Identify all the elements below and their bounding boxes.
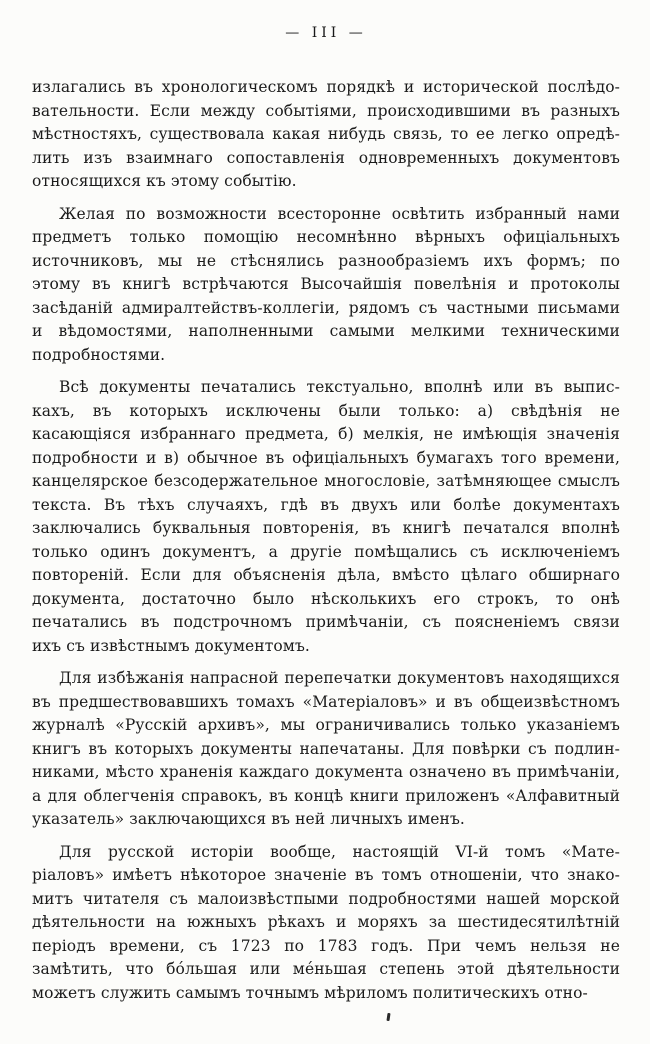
text-line: Для избѣжанія напрасной перепечатки документовъ находящихся <box>59 669 620 687</box>
text-line: можетъ служить самымъ точнымъ мѣриломъ политическихъ отно- <box>32 983 588 1002</box>
text-line: касающіяся избраннаго предмета, б) мелкія, не имѣющія значенія <box>32 425 620 443</box>
text-line: мѣстностяхъ, существовала какая нибудь связь, то ее легко опредѣ- <box>32 125 620 143</box>
text-line: Для русской исторіи вообще, настоящій VI-й томъ «Мате- <box>59 842 620 861</box>
text-line: книгъ въ которыхъ документы напечатаны. Для повѣрки съ подлин- <box>32 739 620 758</box>
text-line: въ предшествовавшихъ томахъ «Матеріаловъ» и въ общеизвѣстномъ <box>32 692 620 711</box>
text-line: печатались въ подстрочномъ примѣчаніи, съ поясненіемъ связи <box>32 613 620 631</box>
text-line: текста. Въ тѣхъ случаяхъ, гдѣ въ двухъ или болѣе документахъ <box>32 495 620 514</box>
text-line: подробности и в) обычное въ офиціальныхъ бумагахъ того времени, <box>32 448 620 467</box>
text-line: подробностями. <box>32 345 166 364</box>
text-line: вательности. Если между событіями, происходившими въ разныхъ <box>32 101 620 120</box>
text-line: никами, мѣсто храненія каждаго документа означено въ примѣчаніи, <box>32 763 620 781</box>
text-line: журналѣ «Русскій архивъ», мы ограничивались только указаніемъ <box>32 716 620 734</box>
text-line: засѣданій адмиралтействъ-коллегіи, рядомъ съ частными письмами <box>32 298 620 317</box>
text-line: предметъ только помощію несомнѣнно вѣрныхъ офиціальныхъ <box>32 228 620 246</box>
text-line: ріаловъ» имѣетъ нѣкоторое значеніе въ томъ отношеніи, что знако- <box>32 866 620 884</box>
text-line: Всѣ документы печатались текстуально, вполнѣ или въ выпис- <box>59 378 620 396</box>
text-line: митъ читателя съ малоизвѣстпыми подробностями нашей морской <box>32 889 620 908</box>
paragraph <box>32 76 620 194</box>
text-line: и вѣдомостями, наполненными самыми мелкими техническими <box>32 322 620 340</box>
text-line: замѣтить, что бо́льшая или ме́ньшая степень этой дѣятельности <box>32 960 620 978</box>
paragraph <box>32 841 620 1006</box>
text-line: ихъ съ извѣстнымъ документомъ. <box>32 636 310 655</box>
text-line: а для облегченія справокъ, въ концѣ книги приложенъ «Алфавитный <box>32 786 620 805</box>
text-line: относящихся къ этому событію. <box>32 172 297 190</box>
text-line: документа, достаточно было нѣсколькихъ его строкъ, то онѣ <box>32 589 620 608</box>
text-line: кахъ, въ которыхъ исключены были только: а) свѣдѣнія не <box>32 401 620 420</box>
text-line: повтореній. Если для объясненія дѣла, вмѣсто цѣлаго обширнаго <box>32 566 620 584</box>
text-line: лить изъ взаимнаго сопоставленія одновременныхъ документовъ <box>32 148 620 167</box>
paragraph <box>32 376 620 658</box>
text-line: канцелярское безсодержательное многословіе, затѣмняющее смыслъ <box>32 472 620 490</box>
paragraph <box>32 667 620 832</box>
text-line: этому въ книгѣ встрѣчаются Высочайшія повелѣнія и протоколы <box>32 275 620 293</box>
text-line: заключались буквальныя повторенія, въ книгѣ печатался вполнѣ <box>32 519 620 537</box>
text-line: излагались въ хронологическомъ порядкѣ и исторической послѣдо- <box>32 78 620 96</box>
text-line: дѣятельности на южныхъ рѣкахъ и моряхъ за шестидесятилѣтній <box>32 913 620 931</box>
text-line: Желая по возможности всесторонне освѣтить избранный нами <box>59 204 620 223</box>
text-block <box>32 76 620 1005</box>
text-line: источниковъ, мы не стѣснялись разнообразіемъ ихъ формъ; по <box>32 251 620 270</box>
paragraph <box>32 203 620 368</box>
text-line: періодъ времени, съ 1723 по 1783 годъ. При чемъ нельзя не <box>32 936 620 955</box>
page-number: — III — <box>285 25 367 41</box>
text-line: только одинъ документъ, а другіе помѣщались съ исключеніемъ <box>32 542 620 561</box>
text-line: указатель» заключающихся въ ней личныхъ именъ. <box>32 810 465 828</box>
